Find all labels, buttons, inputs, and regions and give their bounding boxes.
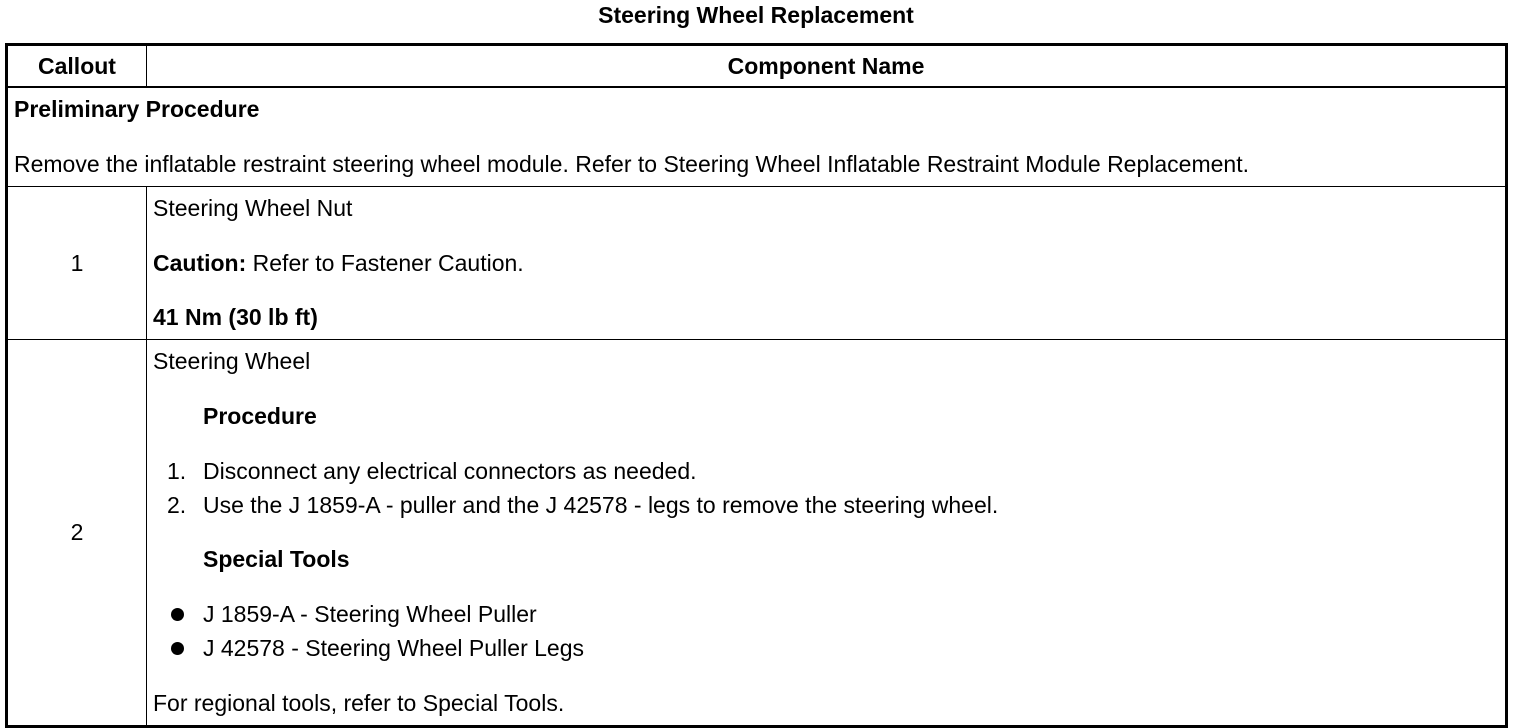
page-title: Steering Wheel Replacement [598,2,914,28]
bullet-icon [153,634,203,662]
tool-text: J 42578 - Steering Wheel Puller Legs [203,635,584,661]
tool-item [153,600,1505,628]
preliminary-row [7,87,1507,187]
tool-item [153,634,1505,662]
component-name: Steering Wheel Nut [153,195,353,221]
component-cell [147,340,1507,727]
step-item [153,491,1505,519]
regional-tools-note: For regional tools, refer to Special Tools. [153,690,565,716]
table-row [7,340,1507,727]
callout-header: Callout [7,45,147,88]
preliminary-heading: Preliminary Procedure [14,96,260,122]
step-item [153,457,1505,485]
callout-number: 2 [7,340,147,727]
procedure-steps [153,457,1505,519]
bullet-icon [153,600,203,628]
caution-label: Caution: [153,250,247,276]
step-number: 1. [167,458,187,484]
special-tools-heading: Special Tools [203,546,350,572]
component-name-header: Component Name [147,45,1507,88]
table-header-row [7,45,1507,88]
special-tools-list [153,600,1505,662]
step-number: 2. [167,492,187,518]
tool-text: J 1859-A - Steering Wheel Puller [203,601,537,627]
procedure-heading: Procedure [203,403,317,429]
step-text: Use the J 1859-A - puller and the J 42578 - legs to remove the steering wheel. [203,492,999,518]
procedure-table [5,43,1508,728]
callout-number: 1 [7,187,147,340]
caution-text: Refer to Fastener Caution. [246,250,524,276]
preliminary-cell [7,87,1507,187]
preliminary-text: Remove the inflatable restraint steering wheel module. Refer to Steering Wheel Inflatable Restraint Module Replacement. [14,151,1249,177]
caution-line [153,249,1505,277]
table-row [7,187,1507,340]
torque-spec: 41 Nm (30 lb ft) [153,304,318,330]
component-cell [147,187,1507,340]
component-name: Steering Wheel [153,348,311,374]
step-text: Disconnect any electrical connectors as needed. [203,458,697,484]
